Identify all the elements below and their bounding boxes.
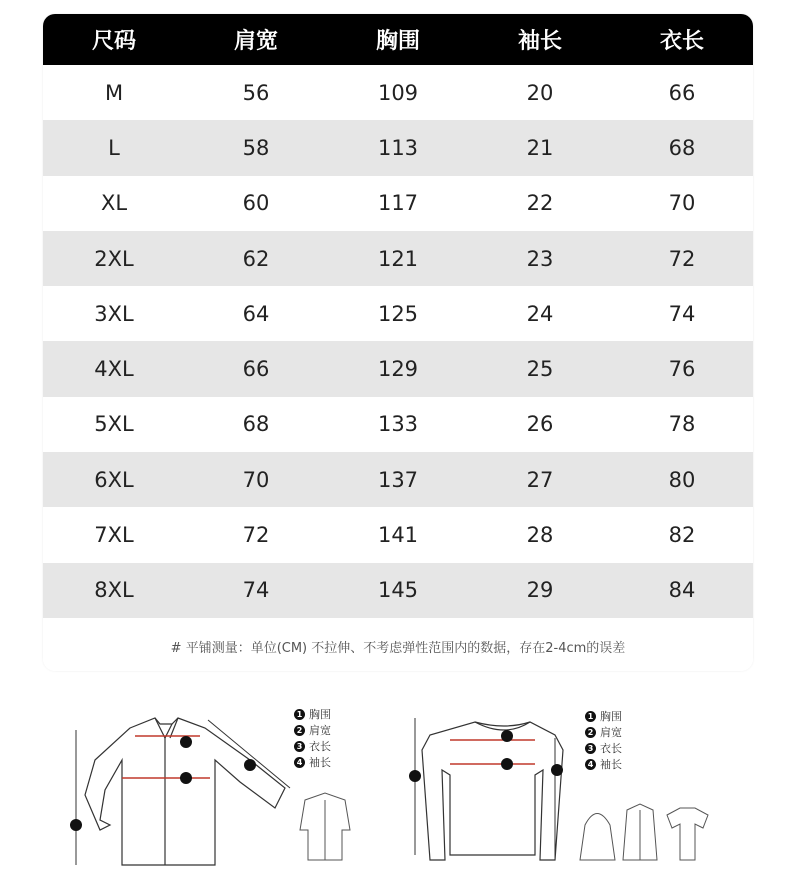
legend-item xyxy=(585,756,622,772)
legend-label: 袖长 xyxy=(309,756,331,769)
cell: 117 xyxy=(377,191,419,216)
legend-number-badge: 3 xyxy=(294,741,305,752)
legend-item xyxy=(585,740,622,756)
cell: 74 xyxy=(668,301,696,326)
cell: 76 xyxy=(668,357,696,382)
legend-label: 肩宽 xyxy=(309,724,331,737)
legend-label: 胸围 xyxy=(600,710,622,723)
cell: 23 xyxy=(526,246,554,271)
cell: 29 xyxy=(526,578,554,603)
header-size: 尺码 xyxy=(91,29,136,54)
legend-number-badge: 4 xyxy=(294,757,305,768)
table-row xyxy=(43,341,753,396)
cell: 62 xyxy=(242,246,270,271)
cell: 133 xyxy=(377,412,419,437)
table-row xyxy=(43,231,753,286)
table-row xyxy=(43,452,753,507)
legend-item xyxy=(294,754,331,770)
cell: 70 xyxy=(242,467,270,492)
cell: 125 xyxy=(377,301,419,326)
cell: 68 xyxy=(242,412,270,437)
cell: 121 xyxy=(377,246,419,271)
table-row xyxy=(43,176,753,231)
legend-label: 肩宽 xyxy=(600,726,622,739)
legend-label: 衣长 xyxy=(309,740,331,753)
header-chest: 胸围 xyxy=(375,29,420,54)
cell: 82 xyxy=(668,523,696,548)
cell: 64 xyxy=(242,301,270,326)
table-header xyxy=(43,14,753,65)
table-row xyxy=(43,120,753,175)
legend-label: 胸围 xyxy=(309,708,331,721)
sweater-illustration xyxy=(405,690,735,870)
cell: 6XL xyxy=(94,467,134,492)
cell: 58 xyxy=(242,135,270,160)
cell: 113 xyxy=(377,135,419,160)
legend-item xyxy=(294,706,331,722)
cell: 66 xyxy=(242,357,270,382)
header-sleeve: 袖长 xyxy=(517,29,562,54)
cell: M xyxy=(104,80,124,105)
cell: 7XL xyxy=(94,523,134,548)
size-chart-table xyxy=(43,14,753,671)
cell: 2XL xyxy=(94,246,134,271)
cell: 145 xyxy=(377,578,419,603)
header-shoulder: 肩宽 xyxy=(233,29,278,54)
legend-number-badge: 1 xyxy=(294,709,305,720)
legend-item xyxy=(585,724,622,740)
shirt-legend xyxy=(294,706,331,770)
sweater-legend xyxy=(585,708,622,772)
cell: 8XL xyxy=(94,578,134,603)
cell: 21 xyxy=(526,135,554,160)
table-row xyxy=(43,563,753,618)
legend-number-badge: 4 xyxy=(585,759,596,770)
cell: 84 xyxy=(668,578,696,603)
cell: 26 xyxy=(526,412,554,437)
cell: 80 xyxy=(668,467,696,492)
cell: 70 xyxy=(668,191,696,216)
table-row xyxy=(43,397,753,452)
legend-number-badge: 2 xyxy=(294,725,305,736)
legend-item xyxy=(294,738,331,754)
cell: 24 xyxy=(526,301,554,326)
cell: 22 xyxy=(526,191,554,216)
cell: 72 xyxy=(242,523,270,548)
table-row xyxy=(43,286,753,341)
cell: 27 xyxy=(526,467,554,492)
cell: 25 xyxy=(526,357,554,382)
shirt-measurement-diagram xyxy=(60,690,360,870)
cell: 141 xyxy=(377,523,419,548)
cell: 72 xyxy=(668,246,696,271)
legend-number-badge: 2 xyxy=(585,727,596,738)
cell: 66 xyxy=(668,80,696,105)
cell: 68 xyxy=(668,135,696,160)
legend-label: 衣长 xyxy=(600,742,622,755)
measurement-note: # 平铺测量：单位(CM) 不拉伸、不考虑弹性范围内的数据，存在2-4cm的误差 xyxy=(43,622,753,671)
legend-item xyxy=(294,722,331,738)
cell: 74 xyxy=(242,578,270,603)
legend-item xyxy=(585,708,622,724)
legend-label: 袖长 xyxy=(600,758,622,771)
header-length: 衣长 xyxy=(659,29,704,54)
table-row xyxy=(43,507,753,562)
cell: 4XL xyxy=(94,357,134,382)
cell: 109 xyxy=(377,80,419,105)
cell: L xyxy=(108,135,120,160)
legend-number-badge: 3 xyxy=(585,743,596,754)
cell: 3XL xyxy=(94,301,134,326)
cell: XL xyxy=(100,191,128,216)
table-row xyxy=(43,65,753,120)
cell: 56 xyxy=(242,80,270,105)
sweater-measurement-diagram xyxy=(405,690,735,870)
cell: 78 xyxy=(668,412,696,437)
cell: 20 xyxy=(526,80,554,105)
cell: 137 xyxy=(377,467,419,492)
cell: 28 xyxy=(526,523,554,548)
cell: 129 xyxy=(377,357,419,382)
legend-number-badge: 1 xyxy=(585,711,596,722)
table-body xyxy=(43,65,753,618)
cell: 60 xyxy=(242,191,270,216)
cell: 5XL xyxy=(94,412,134,437)
